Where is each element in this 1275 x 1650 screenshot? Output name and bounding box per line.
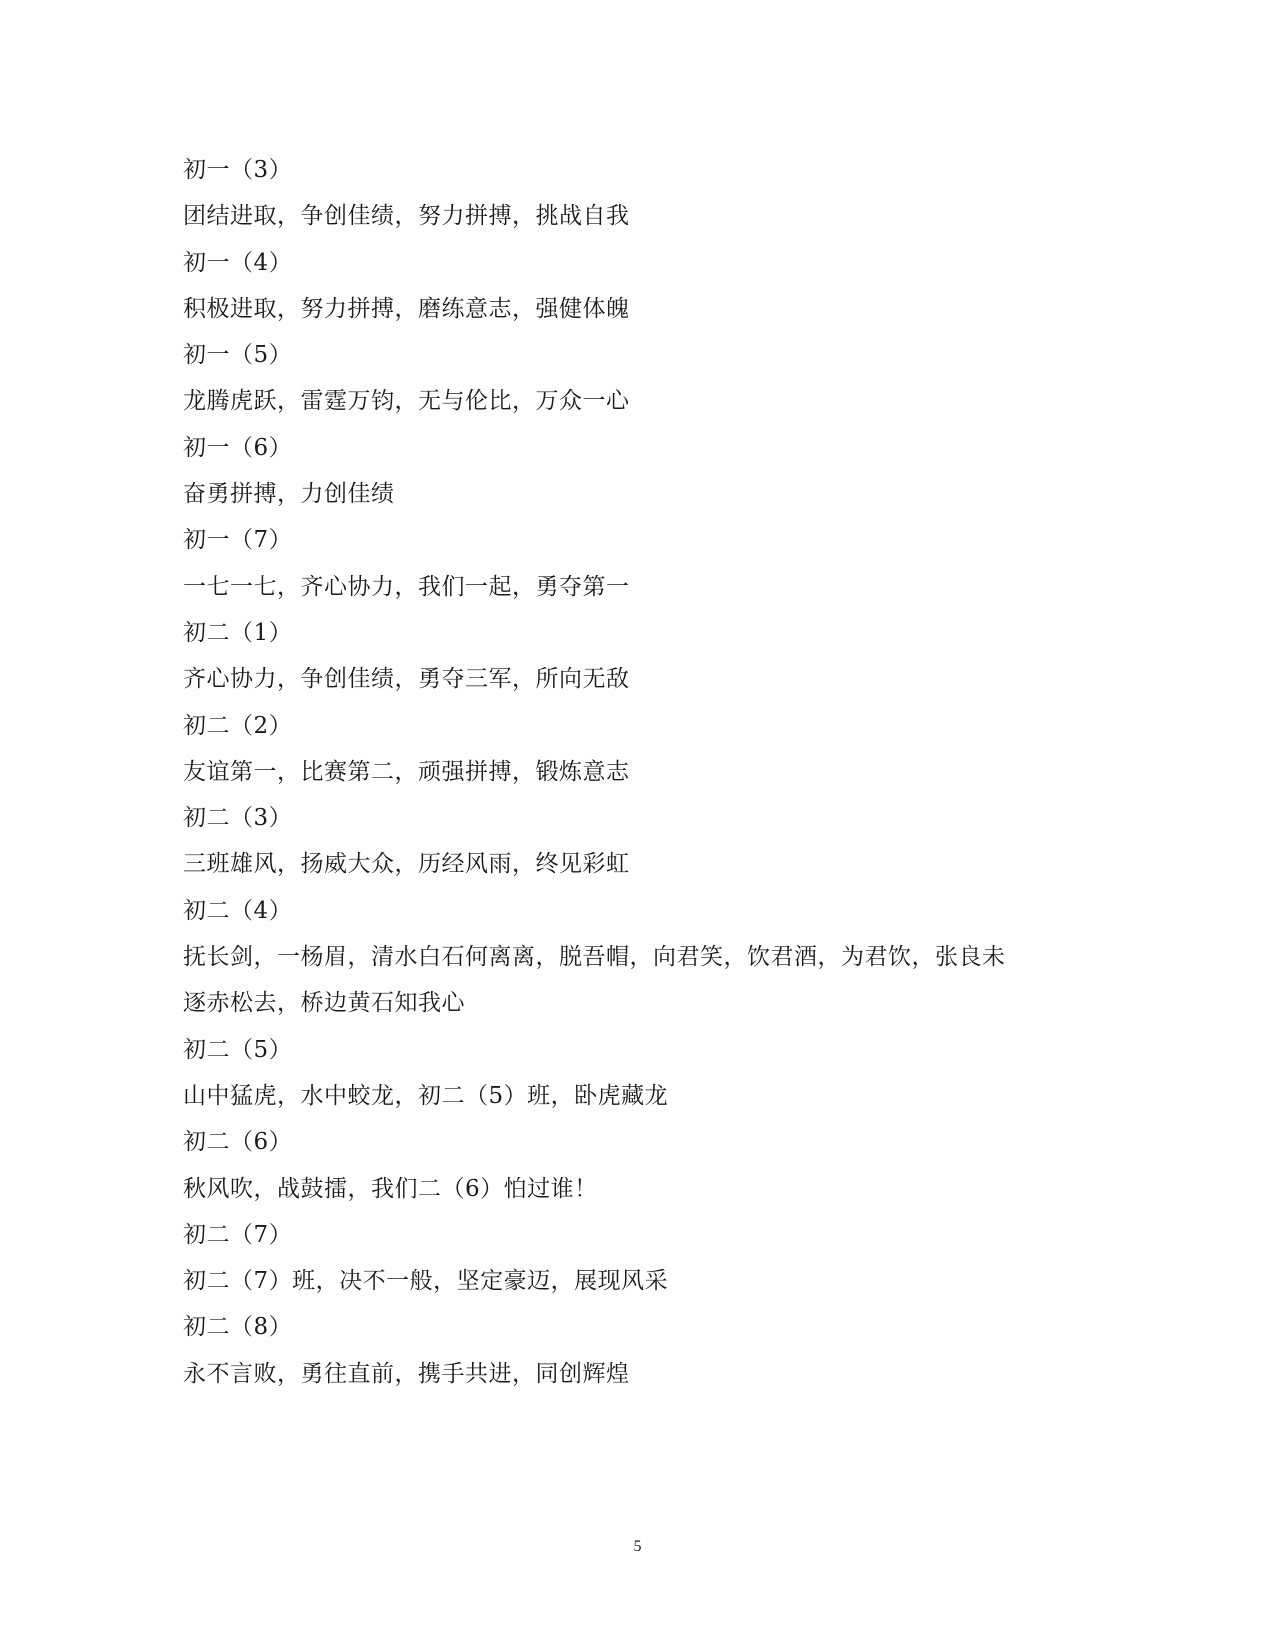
class-slogan: 永不言败，勇往直前，携手共进，同创辉煌 <box>183 1360 630 1387</box>
class-heading: 初一（5） <box>183 342 293 369</box>
class-slogan: 山中猛虎，水中蛟龙，初二（5）班，卧虎藏龙 <box>183 1082 669 1109</box>
class-slogan: 奋勇拼搏，力创佳绩 <box>183 481 395 508</box>
class-heading: 初二（6） <box>183 1129 293 1156</box>
document-body <box>183 147 1083 1397</box>
class-heading: 初二（5） <box>183 1036 293 1063</box>
class-slogan: 积极进取，努力拼搏，磨练意志，强健体魄 <box>183 295 630 322</box>
class-slogan: 龙腾虎跃，雷霆万钧，无与伦比，万众一心 <box>183 388 630 415</box>
class-heading: 初二（8） <box>183 1314 293 1341</box>
class-slogan: 友谊第一，比赛第二，顽强拼搏，锻炼意志 <box>183 758 630 785</box>
class-heading: 初一（7） <box>183 527 293 554</box>
class-slogan-continued: 逐赤松去，桥边黄石知我心 <box>183 990 465 1017</box>
class-heading: 初二（2） <box>183 712 293 739</box>
class-slogan: 齐心协力，争创佳绩，勇夺三军，所向无敌 <box>183 666 630 693</box>
page-number: 5 <box>633 1538 642 1555</box>
class-slogan: 初二（7）班，决不一般，坚定豪迈，展现风采 <box>183 1268 669 1295</box>
class-slogan: 抚长剑，一杨眉，清水白石何离离，脱吾帽，向君笑，饮君酒，为君饮，张良未 <box>183 944 1006 971</box>
class-slogan: 团结进取，争创佳绩，努力拼搏，挑战自我 <box>183 203 630 230</box>
class-slogan: 一七一七，齐心协力，我们一起，勇夺第一 <box>183 573 630 600</box>
class-heading: 初一（6） <box>183 434 293 461</box>
class-heading: 初二（3） <box>183 805 293 832</box>
class-heading: 初二（7） <box>183 1221 293 1248</box>
class-heading: 初二（1） <box>183 619 293 646</box>
class-slogan: 秋风吹，战鼓擂，我们二（6）怕过谁！ <box>183 1175 598 1202</box>
class-slogan: 三班雄风，扬威大众，历经风雨，终见彩虹 <box>183 851 630 878</box>
class-heading: 初一（4） <box>183 249 293 276</box>
class-heading: 初二（4） <box>183 897 293 924</box>
class-heading: 初一（3） <box>183 157 293 183</box>
